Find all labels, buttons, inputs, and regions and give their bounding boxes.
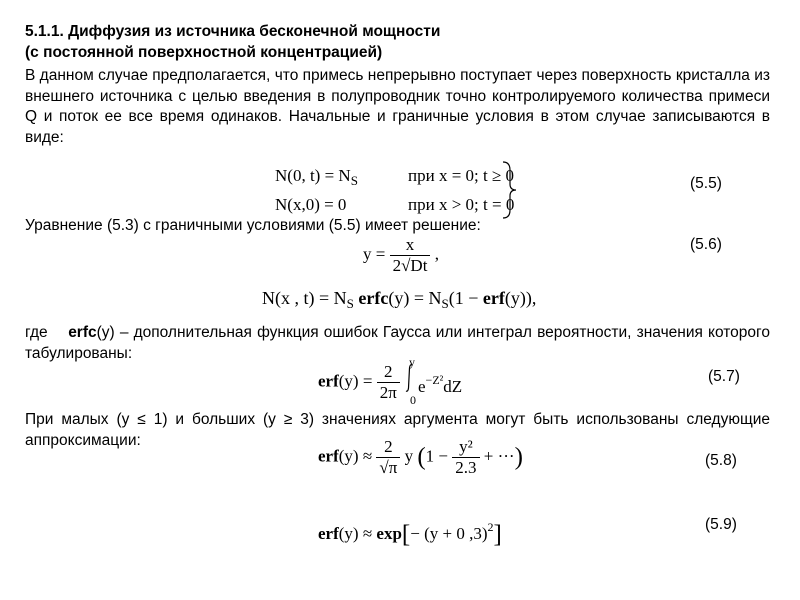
eqN-func-erfc: erfc bbox=[358, 288, 389, 308]
eq59-exp-func: exp bbox=[376, 524, 402, 543]
eq56-tail: , bbox=[434, 244, 439, 264]
equation-5-5-line2: N(x,0) = 0 bbox=[275, 195, 347, 214]
eq56-denominator: 2√Dt bbox=[392, 256, 428, 275]
eq58-open-paren: ( bbox=[417, 443, 426, 471]
equation-number-5-5: (5.5) bbox=[690, 175, 722, 192]
eq58-y: y bbox=[404, 446, 414, 466]
approx-paragraph: При малых (y ≤ 1) и больших (y ≥ 3) значениях аргумента могут быть использованы следующие аппроксимации: bbox=[25, 411, 770, 449]
where-paragraph bbox=[25, 323, 770, 364]
eqN-func-erf: erf bbox=[482, 288, 505, 308]
equation-number-5-9: (5.9) bbox=[705, 516, 737, 533]
eqN-open: (1 − bbox=[448, 288, 479, 308]
equation-5-5-line1 bbox=[275, 166, 358, 191]
eq57-integrand bbox=[418, 370, 462, 397]
eq58-denominator: √π bbox=[379, 458, 398, 477]
where-prefix: где bbox=[25, 324, 48, 341]
eqN-lhs: N(x , t) = N bbox=[262, 288, 347, 308]
eq57-exp: −Z² bbox=[425, 373, 444, 387]
eq59-pow: 2 bbox=[487, 520, 494, 534]
eq57-numerator: 2 bbox=[377, 362, 400, 383]
equation-5-8 bbox=[318, 437, 523, 478]
equation-5-9 bbox=[318, 517, 502, 548]
equation-number-5-8: (5.8) bbox=[705, 452, 737, 469]
eq58-inner-numerator: y² bbox=[452, 437, 479, 458]
eq55-line1-sub: S bbox=[350, 173, 358, 188]
eqN-mid: (y) = N bbox=[388, 288, 442, 308]
equation-5-7 bbox=[318, 362, 400, 403]
eq57-fraction bbox=[377, 362, 400, 403]
equation-solution bbox=[262, 288, 536, 314]
intro-paragraph: В данном случае предполагается, что примесь непрерывно поступает через поверхность кристалла из внешнего источника с целью введения в полупроводник точно контролируемого количества примеси Q и поток ее все время одинаков. Начальные и граничные условия в этом случае записываются в виде: bbox=[25, 67, 770, 146]
equation-number-5-7: (5.7) bbox=[708, 368, 740, 385]
right-brace-icon bbox=[500, 160, 520, 220]
equation-number-5-6: (5.6) bbox=[690, 236, 722, 253]
eq58-inner-fraction bbox=[452, 437, 479, 478]
eq58-inner-denominator: 2.3 bbox=[455, 458, 477, 477]
eq57-arg: (y) = bbox=[338, 371, 373, 391]
section-heading-line2: (с постоянной поверхностной концентрацией) bbox=[25, 43, 383, 61]
eq58-func: erf bbox=[318, 446, 339, 466]
where-func: erfc bbox=[68, 324, 97, 341]
eqN-sub2: S bbox=[441, 296, 449, 311]
eq59-close-bracket: ] bbox=[493, 521, 502, 548]
eq57-lower-limit: 0 bbox=[410, 393, 416, 407]
eqN-close: (y)), bbox=[504, 288, 537, 308]
eq59-arg: (y) ≈ bbox=[338, 524, 373, 543]
equation-5-5-cond1: при x = 0; t ≥ 0 bbox=[408, 166, 515, 185]
eq58-arg: (y) ≈ bbox=[338, 446, 373, 466]
eq56-lhs: y = bbox=[363, 244, 386, 264]
equation-5-6 bbox=[363, 235, 439, 276]
eq57-e: e bbox=[418, 377, 426, 396]
eq57-dz: dZ bbox=[443, 377, 463, 396]
eq56-numerator: x bbox=[390, 235, 431, 256]
eq57-upper-limit: y bbox=[409, 355, 415, 369]
eq58-close: + ··· bbox=[483, 446, 515, 466]
eq59-open-bracket: [ bbox=[401, 521, 411, 548]
eqN-sub1: S bbox=[346, 296, 354, 311]
solution-paragraph: Уравнение (5.3) с граничными условиями (5.5) имеет решение: bbox=[25, 217, 481, 234]
eq58-close-paren: ) bbox=[514, 443, 523, 471]
eq57-func: erf bbox=[318, 371, 339, 391]
equation-5-5-cond2: при x > 0; t = 0 bbox=[408, 195, 515, 214]
eq57-denominator: 2π bbox=[379, 383, 397, 402]
eq56-fraction bbox=[390, 235, 431, 276]
where-text: (y) – дополнительная функция ошибок Гаусса или интеграл вероятности, значения которого табулированы: bbox=[25, 324, 770, 362]
integral-sign-icon bbox=[404, 364, 416, 392]
eq58-numerator: 2 bbox=[376, 437, 400, 458]
eq58-open: 1 − bbox=[425, 446, 449, 466]
section-heading bbox=[25, 22, 770, 63]
eq59-body: − (y + 0 ,3) bbox=[410, 524, 488, 543]
eq59-func: erf bbox=[318, 524, 339, 543]
section-heading-line1: 5.1.1. Диффузия из источника бесконечной мощности bbox=[25, 23, 441, 40]
eq58-fraction bbox=[376, 437, 400, 478]
eq55-line1-lhs: N(0, t) = N bbox=[275, 166, 351, 185]
